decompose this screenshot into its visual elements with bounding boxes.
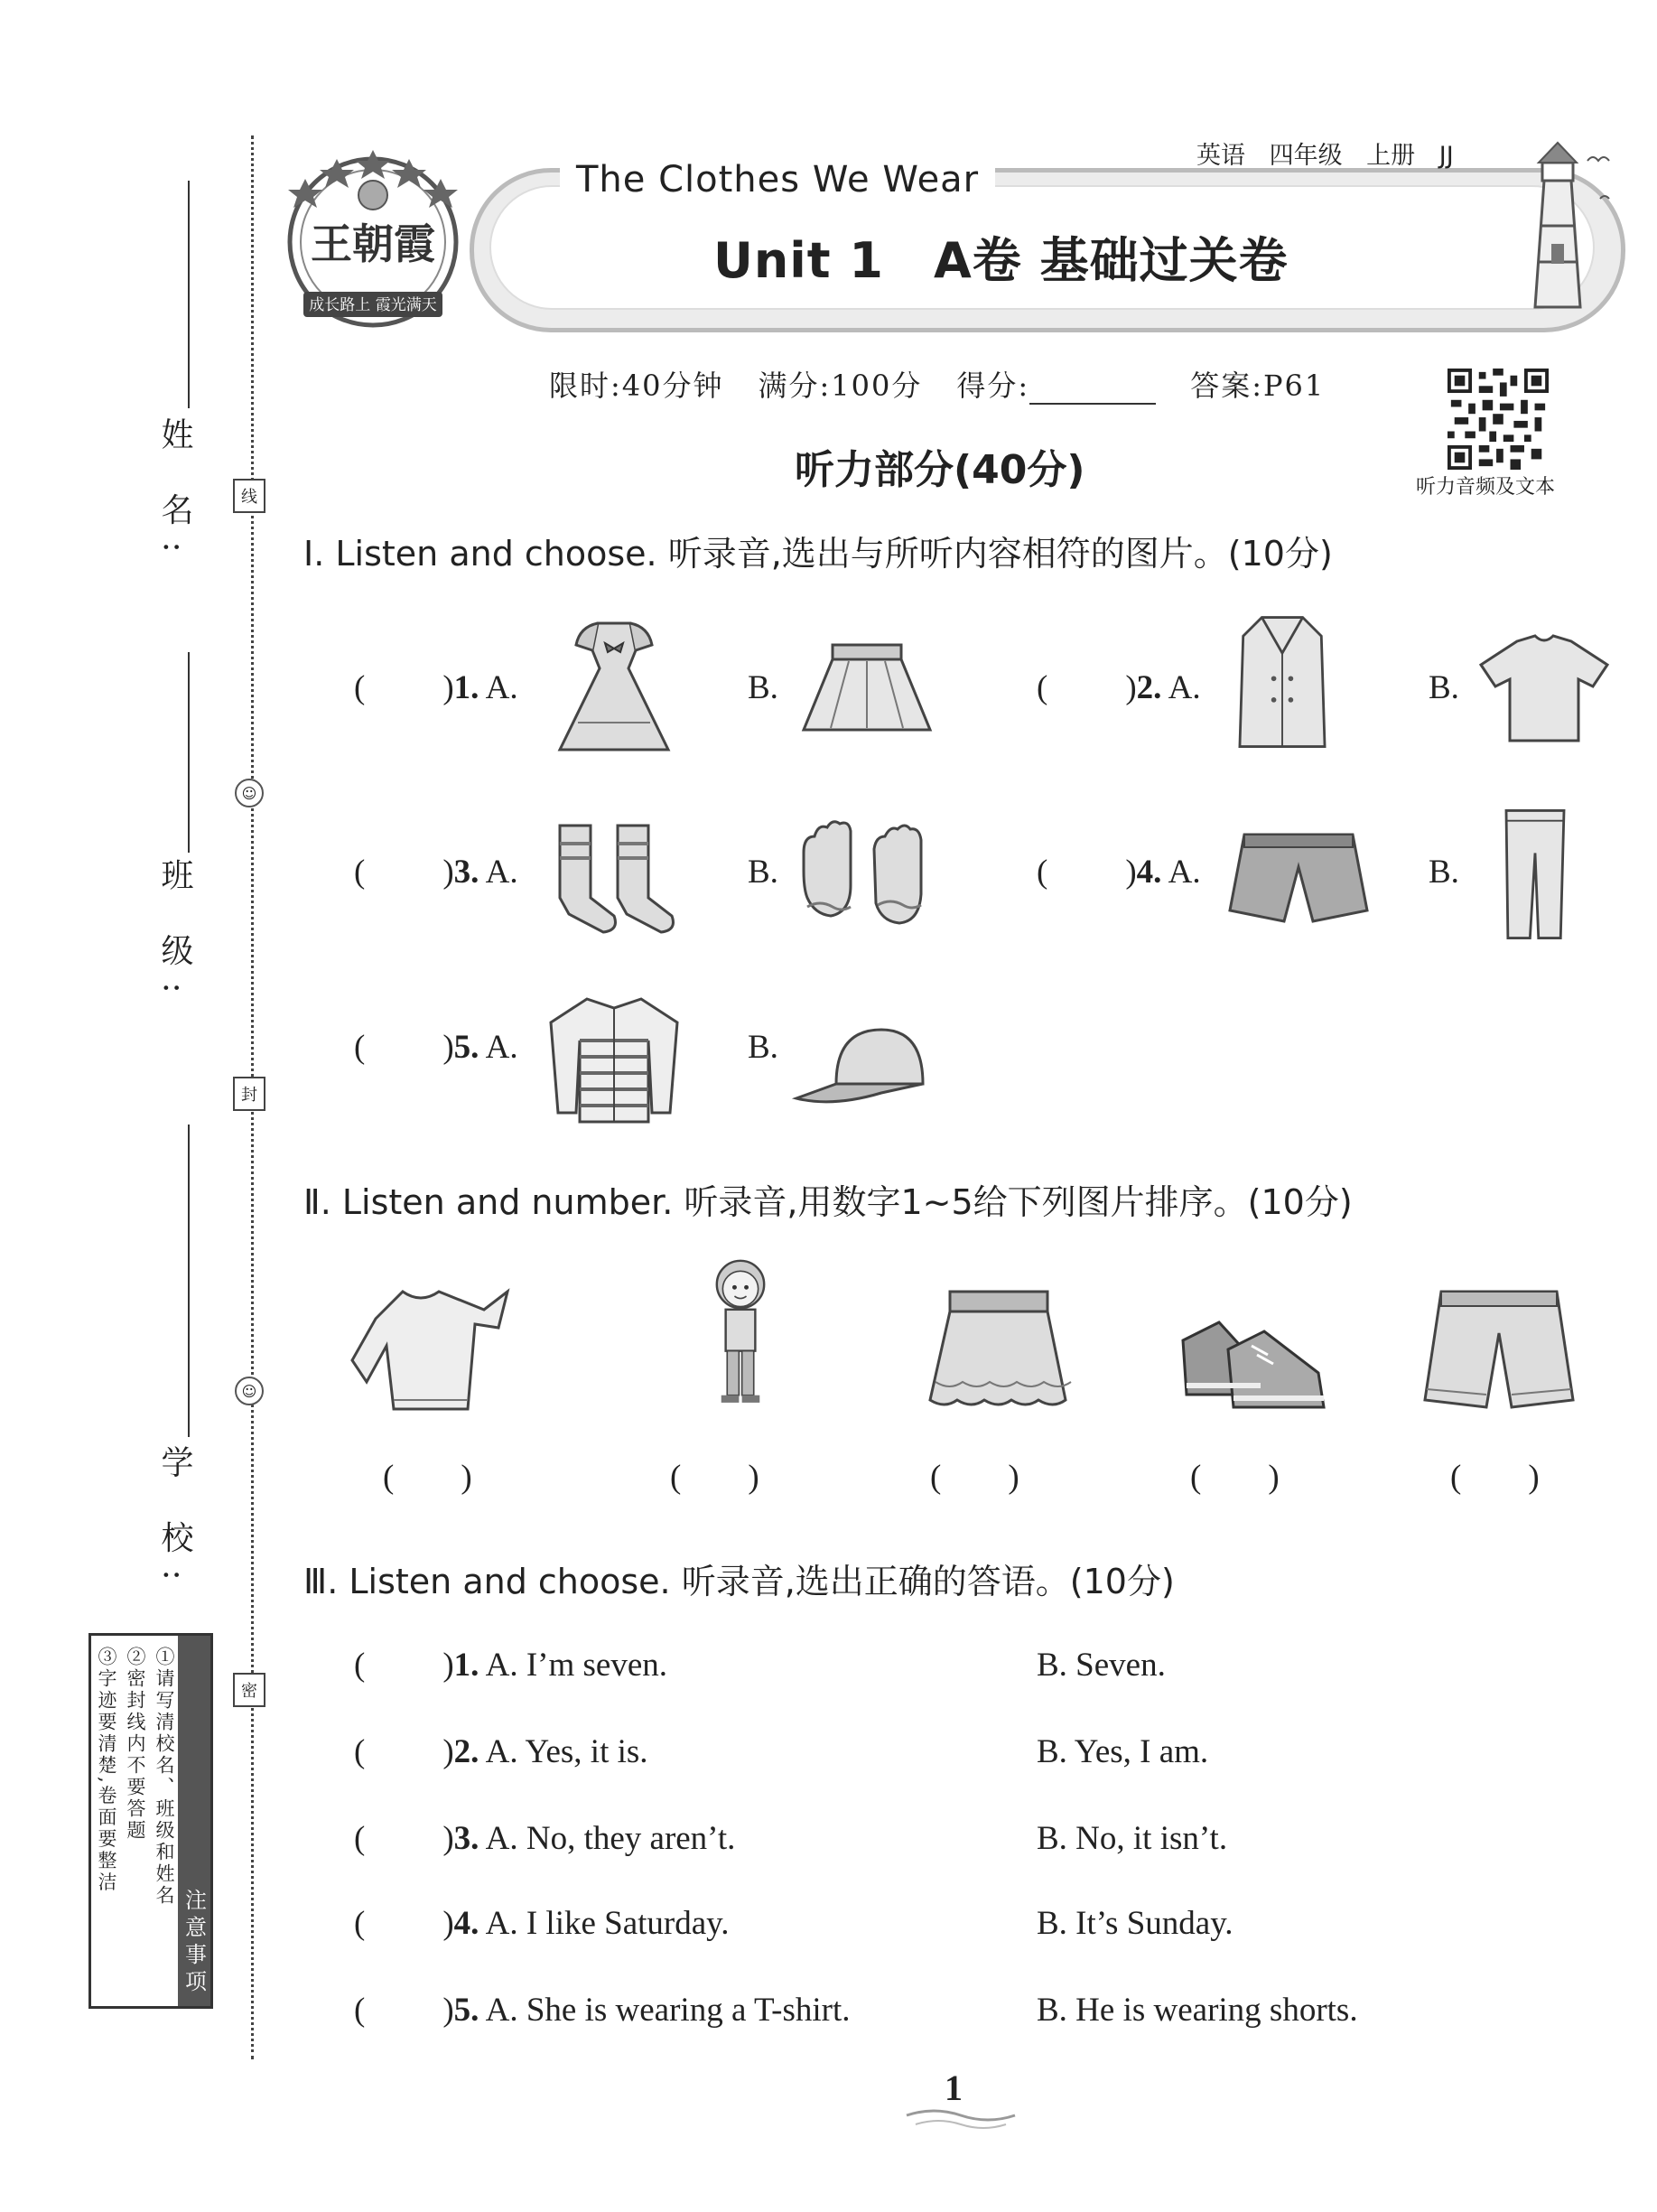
page-title: Unit 1 A卷 基础过关卷 bbox=[713, 232, 1289, 289]
question-1: ( )1. A. I’m seven. bbox=[354, 1647, 668, 1684]
option-b: B. Yes, I am. bbox=[1037, 1733, 1209, 1770]
school-field[interactable] bbox=[188, 1125, 190, 1437]
girl-icon[interactable] bbox=[659, 1252, 822, 1414]
publisher-logo-icon bbox=[278, 143, 468, 332]
section-2-heading: Ⅱ. Listen and number. 听录音,用数字1~5给下列图片排序。(10分) bbox=[303, 1182, 1353, 1222]
listening-part-heading: 听力部分(40分) bbox=[795, 447, 1085, 493]
dress-icon[interactable] bbox=[542, 614, 686, 759]
pants-icon[interactable] bbox=[1463, 802, 1607, 947]
qr-caption: 听力音频及文本 bbox=[1416, 476, 1556, 499]
socks-icon[interactable] bbox=[542, 807, 686, 952]
answer-blank[interactable]: ( bbox=[354, 1992, 366, 2029]
unit-subtitle: The Clothes We Wear bbox=[560, 159, 995, 201]
shorts-icon[interactable] bbox=[1418, 1274, 1580, 1436]
option-label: B. bbox=[748, 1029, 778, 1066]
notice-item: ③字迹要清楚,卷面要整洁 bbox=[96, 1647, 117, 1894]
question-3: ( )3. A. bbox=[354, 854, 518, 891]
number-blank-2[interactable]: ( ) bbox=[670, 1459, 759, 1496]
full-score: 满分:100分 bbox=[758, 369, 923, 403]
number-blank-3[interactable]: ( ) bbox=[930, 1459, 1019, 1496]
logo-name: 王朝霞 bbox=[311, 219, 435, 268]
series-info: 英语 四年级 上册 JJ bbox=[1196, 142, 1454, 170]
option-label: B. bbox=[748, 669, 778, 706]
option-b: B. He is wearing shorts. bbox=[1037, 1992, 1358, 2029]
answer-blank[interactable]: ( bbox=[354, 1905, 366, 1942]
option-label: B. bbox=[1429, 854, 1459, 891]
name-field[interactable] bbox=[188, 181, 190, 408]
notice-title: 注意事项 bbox=[178, 1636, 210, 2006]
skirt-icon[interactable] bbox=[917, 1274, 1080, 1436]
seal-mark-line: 线 bbox=[233, 479, 265, 513]
option-b: B. No, it isn’t. bbox=[1037, 1820, 1228, 1857]
wave-ornament-icon bbox=[903, 2105, 1020, 2132]
class-field[interactable] bbox=[188, 652, 190, 853]
option-b: B. It’s Sunday. bbox=[1037, 1905, 1233, 1942]
answer-blank[interactable]: ( bbox=[354, 854, 366, 891]
name-label: 姓 名: bbox=[156, 417, 193, 569]
answer-blank[interactable]: ( bbox=[354, 669, 366, 706]
score-label: 得分: bbox=[956, 369, 1030, 403]
skirt-icon[interactable] bbox=[795, 614, 939, 759]
answer-blank[interactable]: ( bbox=[354, 1733, 366, 1770]
answer-blank[interactable]: ( bbox=[1037, 854, 1048, 891]
logo-slogan: 成长路上 霞光满天 bbox=[309, 296, 437, 314]
question-5: ( )5. A. She is wearing a T-shirt. bbox=[354, 1992, 851, 2029]
shoes-icon[interactable] bbox=[1174, 1277, 1336, 1440]
answer-blank[interactable]: ( bbox=[1037, 669, 1048, 706]
question-2: ( )2. A. Yes, it is. bbox=[354, 1733, 648, 1770]
question-3: ( )3. A. No, they aren’t. bbox=[354, 1820, 736, 1857]
sweater-icon[interactable] bbox=[349, 1274, 511, 1436]
answer-blank[interactable]: ( bbox=[354, 1820, 366, 1857]
option-label: B. bbox=[748, 854, 778, 891]
seal-dot-icon: ☺ bbox=[235, 1377, 264, 1405]
seal-mark-seal: 封 bbox=[233, 1077, 265, 1111]
question-4: ( )4. A. bbox=[1037, 854, 1201, 891]
seal-dot-icon: ☺ bbox=[235, 779, 264, 807]
shorts-icon[interactable] bbox=[1226, 811, 1371, 956]
section-3-heading: Ⅲ. Listen and choose. 听录音,选出正确的答语。(10分) bbox=[303, 1562, 1175, 1601]
answer-ref: 答案:P61 bbox=[1190, 369, 1326, 403]
answer-blank[interactable]: ( bbox=[354, 1647, 366, 1684]
qr-code-icon[interactable] bbox=[1448, 369, 1549, 470]
notice-box bbox=[88, 1633, 213, 2009]
seal-mark-secret: 密 bbox=[233, 1673, 265, 1707]
school-label: 学 校: bbox=[156, 1445, 193, 1597]
class-label: 班 级: bbox=[156, 858, 193, 1010]
question-1: ( )1. A. bbox=[354, 669, 518, 706]
option-b: B. Seven. bbox=[1037, 1647, 1166, 1684]
cap-icon[interactable] bbox=[791, 994, 936, 1138]
score-field[interactable] bbox=[1029, 376, 1156, 405]
coat-icon[interactable] bbox=[1210, 611, 1354, 755]
number-blank-1[interactable]: ( ) bbox=[383, 1459, 472, 1496]
number-blank-5[interactable]: ( ) bbox=[1450, 1459, 1540, 1496]
lighthouse-icon bbox=[1481, 135, 1625, 316]
t-shirt-icon[interactable] bbox=[1472, 614, 1616, 759]
option-label: B. bbox=[1429, 669, 1459, 706]
answer-blank[interactable]: ( bbox=[354, 1029, 366, 1066]
page-number: 1 bbox=[945, 2067, 963, 2108]
question-2: ( )2. A. bbox=[1037, 669, 1201, 706]
time-limit: 限时:40分钟 bbox=[549, 369, 724, 403]
gloves-icon[interactable] bbox=[791, 807, 936, 952]
notice-item: ①请写清校名、班级和姓名 bbox=[154, 1647, 175, 1907]
notice-item: ②密封线内不要答题 bbox=[125, 1647, 146, 1842]
question-4: ( )4. A. I like Saturday. bbox=[354, 1905, 730, 1942]
section-1-heading: Ⅰ. Listen and choose. 听录音,选出与所听内容相符的图片。(10分) bbox=[303, 534, 1333, 574]
number-blank-4[interactable]: ( ) bbox=[1190, 1459, 1280, 1496]
shirt-icon[interactable] bbox=[542, 986, 686, 1131]
question-5: ( )5. A. bbox=[354, 1029, 518, 1066]
exam-meta bbox=[549, 363, 1359, 405]
